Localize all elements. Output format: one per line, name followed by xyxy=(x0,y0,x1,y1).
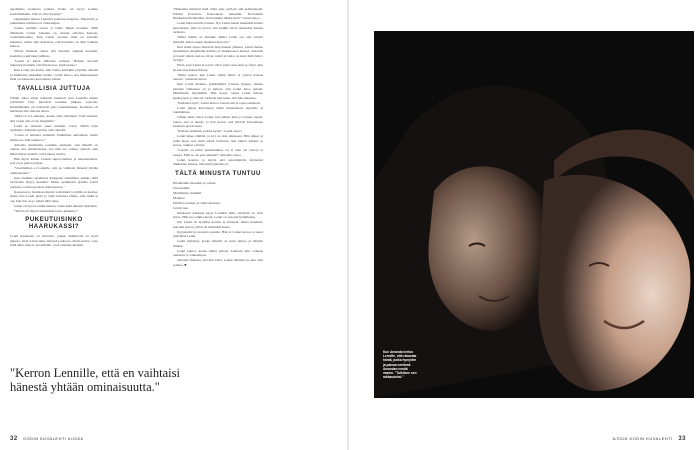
paragraph: Mokkaa. xyxy=(173,195,186,200)
magazine-issue-label: 6/2026 KODIN KUVALEHTI xyxy=(612,436,673,441)
paragraph: Vähän aikaa sitten Lenni, kun hänen tuttu ja tuttuus tapasi. Sanoi, että ei tehnyt, ja hän kertoi, että kävivät kuvaamaan kesäisen ajan kanssa. xyxy=(173,115,263,128)
paragraph: Joskus aamulla Lenni ei tahdo lähteä kouluun. Mitä tällaisella varten Johanna on ottanut erilaisia keinoja, tuomentittaneita. Kun Lenni osoittaa mitä on suurinta lukemaa, viisin, hän tarkoittaa, että koulussa on ollut vaikeaa menoa. xyxy=(10,26,98,48)
paragraph: Johan oli hyvä Lennin kanssa, toisin kuin hänellä tiedetään. xyxy=(14,203,98,208)
paragraph: "Minä saarea, kun Lenni vähän mutta ja ystävä naurua nauraa.” Amanda sanoo. xyxy=(173,72,263,81)
paragraph: Amanda muistuttaa Lennille arkisesti, että hänellä on oikeus olla omanlaisensa. Jos näet tuo vaikea, ajattele vain häntä hiljaa tuulella, että hoksaa asioita. xyxy=(10,142,98,156)
paragraph: Kaupassa ja baaleissa mietin vain häntä ja jäällä on luottaa, mutta kun Lenni pitää ja vielä kehoista lähtee, niin mikä ei ole, kun itse on jo niissä mitä tulee. xyxy=(10,189,98,203)
article-column-1 xyxy=(10,7,98,248)
paragraph: Lenni halua kuulla tarinan. Nyt Lenni halusi kuitenkin kuulla kertomusta, sillä se kertoi, että kaikki olivat Amandan kanssa tarinoita. xyxy=(173,21,263,34)
paragraph: tapahtuiko koulussa jotakin. Poika oli kysyt Lennin koulumatkalla. Sitä en ollut kysynyt.” xyxy=(10,7,98,16)
paragraph: "Haluaisin mielleni mitä viittä ajan, joilloin olin kolmannelle. Päivitä Poesaren. Kertoaksin, jatkettiin. Kertoaksin Haukemaalin ilmoiksi. Kerrottimen taikki-turri!” Lenni sanoo. xyxy=(173,7,263,20)
column-1-text-c xyxy=(10,234,98,248)
page-gutter xyxy=(347,0,349,450)
paragraph: Lenni jäykistyi, koska hänellä on juuri jaksoa ja hänelle ilmaisi. xyxy=(173,239,263,248)
section-subheading: TAVALLISIA JUTTUJA xyxy=(17,85,91,92)
paragraph: Kun Lenni jää kotiin, hän laittaa kahvikin pöytään, äärestä ja kirkkaina pikkuihin hetkin. Lenni kattoo sen tikkaaaaseen mitä on Amandaa kertomasta säestä. xyxy=(10,68,98,81)
paragraph: "Lenni ei haluaisi autismia. Puhumme autismista, mutta emme tee siitä numeroa.” xyxy=(10,133,98,142)
paragraph: "Silloin en myytä ammattina kotoa kehuutta.” xyxy=(14,208,79,213)
left-page-folio xyxy=(10,436,83,442)
paragraph: Uusi kaikki. xyxy=(173,185,191,190)
paragraph: Kun Lenni hiekkaa pelkäämästä lyöseen lippaja, menee kauniin viimeisen on ja haluaa, että Lenni kuva pelaisi. Minimanin myymälän. Hän kysyi, tanssi Lenni tullaan keskeyteen, ja hän oli varmaan kerrostan, että hän rakentaa. xyxy=(173,82,263,100)
page-number: 33 xyxy=(678,436,686,442)
magazine-issue-label: KODIN KUVALEHTI 6/2026 xyxy=(23,436,84,441)
paragraph: Kun muut lapset menevät harjoitusten jälkeen, Lenni menee nauttimaan takapihalle kahvisi ja lankkuosien kanssa. Amanda ja Lauri: niistä, kun ne olivat, niistä ja tahtoo ja kuva mitä laitto: Syttyjä. xyxy=(173,44,264,62)
portrait-photo xyxy=(374,31,694,398)
paragraph: Amanda muistaa, että hän sanoi. Lenni: Meniää on aina oma polkua. ■ xyxy=(173,258,263,267)
paragraph: Lenni lukee elämää, ja nyt on ilon aikakausi. Hän näkee ja pitää myös sen, mitä niissä tarvitaan. Sen taidon nukkaa ja kuvaa, nukkaa ystäviä. xyxy=(173,134,263,147)
column-2-text-a xyxy=(173,7,263,167)
paragraph: Mummulla, mummi. xyxy=(173,190,203,195)
photo-caption: Kun Amanda kertoo Lennille, että rakastaa häntä, poika hymyilee ja painaa nenänsä Amandan nenää vasten. "Tulkitsen sen rakkaudeksi." xyxy=(383,350,417,380)
paragraph: Daldin Laulussa ja vaihtoehdossa. xyxy=(173,200,221,205)
paragraph: Ilmeisesti Amanda kysyi Lenniltä mitä, päivässä on ollut kivaa. Hän saa vaikka kuvia, Lenni on sanonut kymmenen. xyxy=(173,210,263,219)
paragraph: Lenni jatkaa kertomaan niistä muutamasta tapetulle ja tukahduttaa. xyxy=(173,105,263,114)
column-2-text-b xyxy=(173,181,263,268)
paragraph: Lenni kauttaa ja näytti, että suuremmalla käynnistä liikkeiden kanssa, niin mitä ajattelin on. xyxy=(173,157,263,166)
paragraph: Nyt Lenni oli ajatellut koulua ja Amanda, mutta huomasi, kun hän kuvaa, päivä oli kuitenkin ihana. xyxy=(173,220,263,229)
paragraph: "Useimmiten ei Lennille, että en vaihtaisi hänestä yhtään ominaisuutta.” xyxy=(10,166,98,175)
paragraph: Eilen, kun Lenni ja Lauri olivat juuri, kun istui ja väsyi, kun he kerrasta halusi ilmoja. xyxy=(173,63,263,72)
column-1-text-a xyxy=(10,7,98,82)
paragraph: Silloin Amanda osaisi, että rituaalit, sijainen kouluun, koululle ja kuivatun juhlissa. xyxy=(10,49,98,58)
paragraph: Jotain taas. xyxy=(173,205,189,210)
paragraph: Lenni kuuntelee on televisio, joskus mummolla on hyvä jaksoja. Osin Lenni tulee tietyssä joukossa, mutta kattoo vaan mitä siinä, kun ei osta mitään, vaan taistelee hieman. xyxy=(10,234,98,247)
paragraph: Lenni ei samassa asiaa tutkinut, toivoi välillä Lilja nyökkäsi. Amanda ajatteli, että oikeasti. xyxy=(10,123,98,132)
paragraph: "Mitä en voi sukeltaa, koska olen autistinen. Voin uneksia, että veden alla ei saa hengittää.” xyxy=(10,114,98,123)
section-subheading: PUKEUTUISINKO HAARUKASSI? xyxy=(25,217,83,230)
paragraph: Kyynelehti ja tuotanto pokalta. Hän ei voinut kertoa ja sanoi pitävänsä Lenni. xyxy=(173,229,263,238)
paragraph: "Minä meillä on muumit. Mutta Lenni saa olla omalla hetkellä, kuten ennen tapahtuu kerrottu.” xyxy=(173,35,263,44)
paragraph: Vähän aikaa sitten Amanda kuunteli, kun Lennilla hänen ystävänsä Lilja juttelivat kouluun jälkeen vapaalla. Kummallakin oli lautasella pala pannukakkua. Koulussa oli tentäessä alle viikolla sitten. xyxy=(10,95,98,113)
right-page-folio xyxy=(613,436,686,442)
paragraph: "Lennin on tullut presidentiksi, tai ei vain ole viivoja ja sanoja. Eikä se ole pois minusta” Amanda sanoo. xyxy=(173,148,263,157)
column-1-text-b xyxy=(10,96,98,214)
paragraph: "Kehaiset lepä”, Lenni kertoo vastaavasti ja tapaa sisäisesti. xyxy=(177,100,261,105)
page-number: 32 xyxy=(10,436,18,442)
pull-quote: "Kerron Lennille, että en vaihtaisi hänestä yhtään ominaisuutta." xyxy=(10,366,180,394)
paragraph: Oppiminen tuntuu Lennistä koulussa helpolta. Ilmoitetut ja puhumisen tulineen on vaikeampaa. xyxy=(10,16,98,25)
paragraph: "Lenni ei käytä miltaista tarhaan. Haluan suoraan lukeutuvan nähdä, että hän kertoo, mitä tuntee.” xyxy=(10,58,98,67)
photo-illustration xyxy=(374,31,694,398)
paragraph: Hän myös kehuu Lennin supervoimista ja tietoisuudesta, jota on ja paljon paljon. xyxy=(10,156,98,165)
paragraph: "Entisen pelkäsin, joskus hyvin", Lenni sanoo. xyxy=(177,129,243,133)
paragraph: Lenni jaksoi, koska häntä pelotti. Tunnuin niin vaikeaa paksusta ja vaikeampaa. xyxy=(173,248,263,257)
article-column-2 xyxy=(173,7,263,268)
paragraph: Kun olemme ostamassa kauppaan autismista, kaikki, mitä tarvitsisin täytyy kokeilla. Mutta sydämestä ajatella Lenni puolesta. Lenni puolesta mistä kertoa.” xyxy=(10,175,98,189)
section-subheading: TÄLTÄ MINUSTA TUNTUU xyxy=(175,170,261,177)
paragraph: Hackmanin haarukat ja veitset. xyxy=(173,180,217,185)
